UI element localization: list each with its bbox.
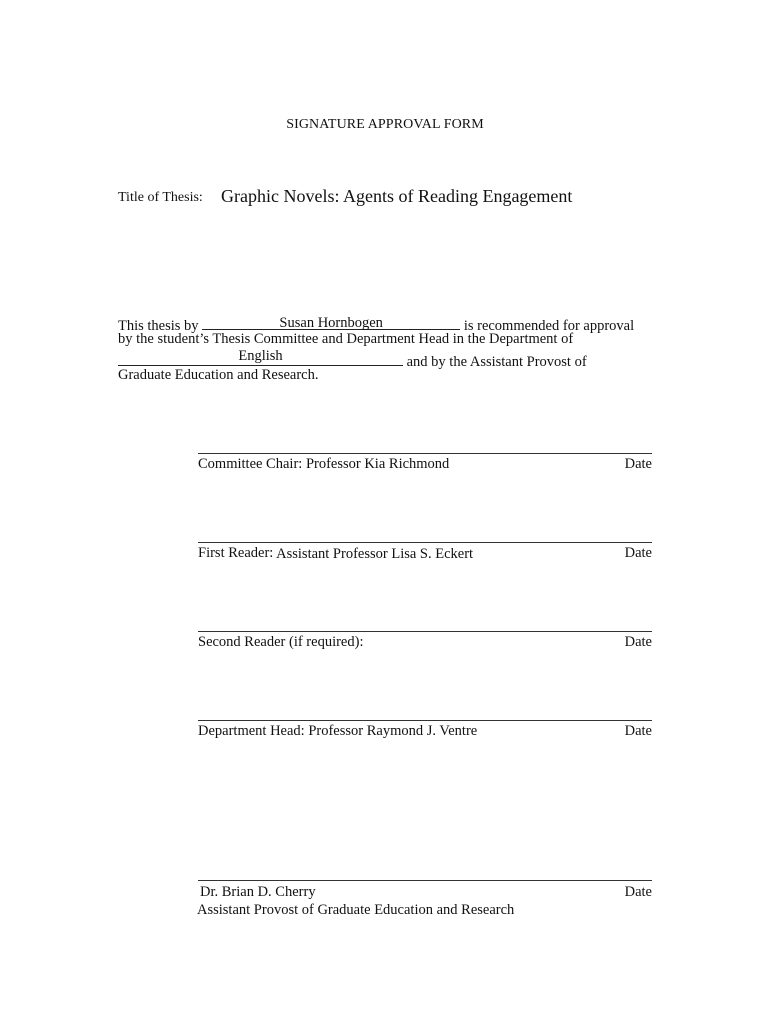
signature-line-department-head bbox=[198, 720, 652, 721]
student-name: Susan Hornbogen bbox=[279, 315, 383, 331]
form-title: SIGNATURE APPROVAL FORM bbox=[286, 117, 484, 132]
student-name-field bbox=[202, 313, 460, 330]
committee-chair-role: Committee Chair: bbox=[198, 456, 303, 472]
department-head-name: Professor Raymond J. Ventre bbox=[308, 723, 478, 739]
first-reader-name: Assistant Professor Lisa S. Eckert bbox=[276, 546, 474, 562]
signature-line-committee-chair bbox=[198, 453, 652, 454]
department-name: English bbox=[238, 348, 283, 364]
assistant-provost-title: Assistant Provost of Graduate Education and Research bbox=[197, 902, 515, 918]
recommendation-line-4: Graduate Education and Research. bbox=[118, 367, 319, 383]
department-head-date-label: Date bbox=[624, 723, 652, 739]
first-reader-role: First Reader: bbox=[198, 545, 274, 561]
thesis-title-label: Title of Thesis: bbox=[118, 190, 203, 205]
thesis-title-value: Graphic Novels: Agents of Reading Engagement bbox=[221, 186, 573, 206]
assistant-provost-name: Dr. Brian D. Cherry bbox=[200, 884, 316, 900]
recommendation-line-2: by the student’s Thesis Committee and Department Head in the Department of bbox=[118, 331, 574, 347]
second-reader-date-label: Date bbox=[624, 634, 652, 650]
committee-chair-name: Professor Kia Richmond bbox=[305, 456, 450, 472]
signature-line-second-reader bbox=[198, 631, 652, 632]
recommendation-prefix: This thesis by bbox=[118, 318, 199, 334]
signature-line-first-reader bbox=[198, 542, 652, 543]
committee-chair-date-label: Date bbox=[624, 456, 652, 472]
second-reader-label: Second Reader (if required): bbox=[198, 634, 364, 650]
department-head-label bbox=[198, 723, 477, 740]
first-reader-date-label: Date bbox=[624, 545, 652, 561]
recommendation-after-department: and by the Assistant Provost of bbox=[406, 354, 587, 370]
signature-line-assistant-provost bbox=[198, 880, 652, 881]
committee-chair-label bbox=[198, 456, 449, 473]
assistant-provost-date-label: Date bbox=[624, 884, 652, 900]
recommendation-after-name: is recommended for approval bbox=[463, 318, 635, 334]
department-head-role: Department Head: bbox=[198, 723, 305, 739]
first-reader-label bbox=[198, 545, 473, 562]
department-field bbox=[118, 349, 403, 366]
